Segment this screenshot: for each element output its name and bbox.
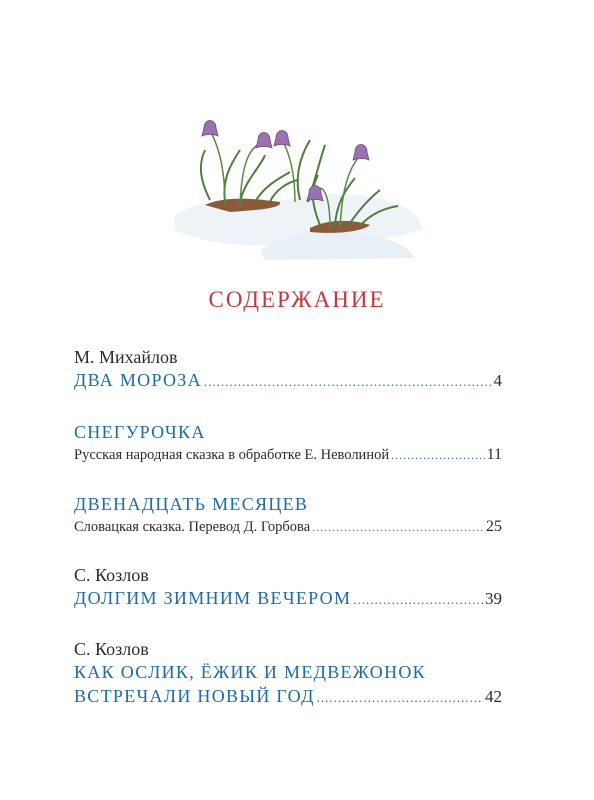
dot-leader: [317, 686, 483, 710]
toc-entry[interactable]: [74, 564, 502, 612]
flowers-in-snow-illustration: [170, 110, 425, 260]
entry-subtitle: Русская народная сказка в обработке Е. Неволиной: [74, 447, 390, 463]
entry-title-continued: ВСТРЕЧАЛИ НОВЫЙ ГОД: [74, 686, 315, 706]
entry-author: С. Козлов: [74, 565, 149, 585]
table-of-contents: [74, 346, 502, 710]
entry-title-line: [74, 368, 502, 394]
entry-title: ДВА МОРОЗА: [74, 370, 202, 390]
toc-heading: СОДЕРЖАНИЕ: [208, 287, 386, 312]
dot-leader: [312, 516, 484, 538]
entry-page-number: 25: [486, 518, 502, 535]
entry-page-number: 11: [486, 446, 502, 463]
entry-subtitle-line: [74, 444, 502, 466]
dot-leader: [353, 588, 483, 612]
entry-page-number: 4: [493, 371, 502, 390]
entry-title: ДВЕНАДЦАТЬ МЕСЯЦЕВ: [74, 494, 309, 514]
entry-page-number: 42: [485, 687, 502, 706]
entry-page-number: 39: [485, 589, 502, 608]
entry-title-line: [74, 586, 502, 612]
entry-title: КАК ОСЛИК, ЁЖИК И МЕДВЕЖОНОК: [74, 662, 426, 682]
toc-entry[interactable]: [74, 638, 502, 710]
entry-author: М. Михайлов: [74, 347, 178, 367]
toc-entry[interactable]: [74, 420, 502, 466]
toc-entry[interactable]: [74, 346, 502, 394]
entry-subtitle-line: [74, 516, 502, 538]
dot-leader: [204, 370, 492, 394]
entry-author: С. Козлов: [74, 639, 149, 659]
dot-leader: [391, 444, 485, 466]
entry-subtitle: Словацкая сказка. Перевод Д. Горбова: [74, 519, 311, 535]
entry-title-line: [74, 684, 502, 710]
entry-title: ДОЛГИМ ЗИМНИМ ВЕЧЕРОМ: [74, 588, 352, 608]
entry-title: СНЕГУРОЧКА: [74, 422, 206, 442]
toc-entry[interactable]: [74, 492, 502, 538]
